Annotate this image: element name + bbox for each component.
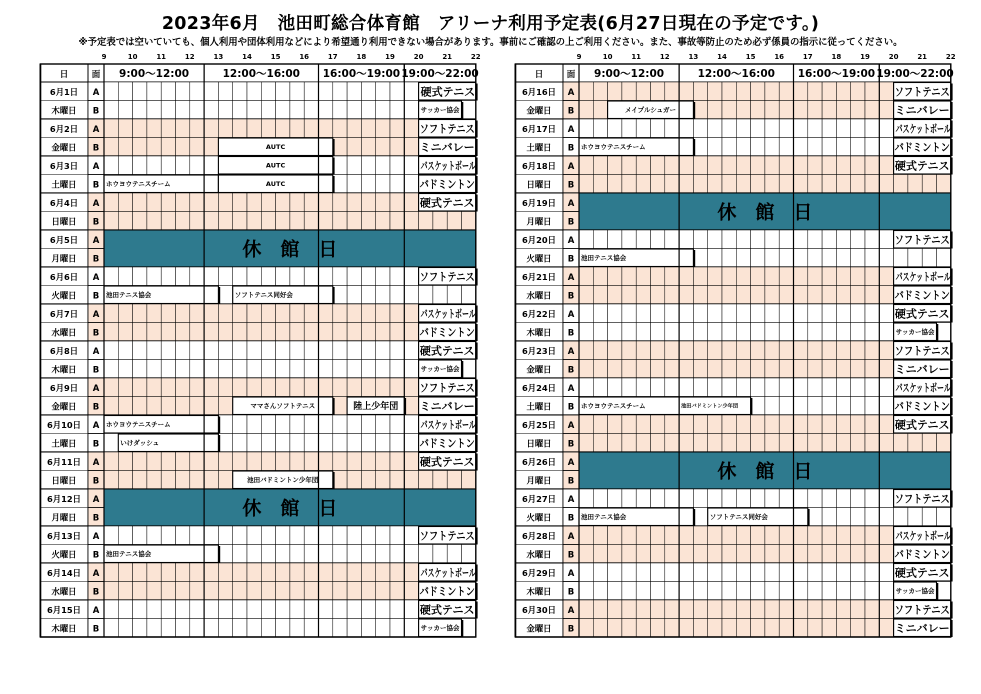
- day-row: [515, 489, 952, 526]
- court-label: A: [92, 272, 100, 283]
- day-date: 6月21日: [522, 271, 556, 282]
- day-row: [515, 563, 952, 600]
- day-row: [515, 156, 952, 193]
- day-date: 6月26日: [522, 456, 556, 467]
- day-weekday: 火曜日: [51, 549, 77, 560]
- day-row: [40, 119, 477, 156]
- court-label: A: [92, 198, 100, 209]
- day-date: 6月3日: [49, 160, 79, 171]
- day-date: 6月1日: [49, 86, 79, 97]
- day-row: [40, 230, 476, 267]
- page-title: 2023年6月 池田町総合体育館 アリーナ利用予定表(6月27日現在の予定です。): [161, 14, 820, 34]
- booking-label: バドミントン: [419, 584, 475, 598]
- court-label: A: [92, 494, 100, 505]
- booking-label: 硬式テニス: [894, 566, 950, 580]
- hour-tick-label: 12: [184, 53, 195, 61]
- header-period-morning: 9:00〜12:00: [594, 68, 665, 80]
- booking-label: ホウヨウテニスチーム: [106, 180, 171, 189]
- hour-tick-label: 9: [576, 53, 582, 61]
- day-row: [515, 526, 952, 563]
- court-label: B: [567, 402, 575, 413]
- hour-tick-label: 22: [470, 53, 481, 61]
- court-label: B: [567, 328, 575, 339]
- day-date: 6月18日: [522, 160, 556, 171]
- booking-label: バスケットボール: [420, 307, 477, 321]
- court-label: B: [567, 365, 575, 376]
- day-weekday: 木曜日: [51, 105, 77, 116]
- schedule-grid: [40, 50, 481, 643]
- day-date: 6月25日: [522, 419, 556, 430]
- hour-tick-label: 11: [156, 53, 167, 61]
- hour-tick-label: 22: [945, 53, 956, 61]
- day-row: [515, 600, 952, 637]
- hour-tick-label: 10: [602, 53, 613, 61]
- day-weekday: 月曜日: [526, 216, 552, 227]
- booking-label: バドミントン: [894, 140, 950, 154]
- hour-tick-label: 15: [745, 53, 756, 61]
- day-date: 6月4日: [49, 197, 79, 208]
- booking-label: 池田テニス協会: [106, 550, 152, 559]
- day-row: [515, 267, 952, 304]
- day-row: [515, 378, 952, 415]
- booking-label: 硬式テニス: [420, 85, 476, 99]
- day-weekday: 月曜日: [51, 512, 77, 523]
- court-label: A: [92, 87, 100, 98]
- schedule-table-right: [515, 50, 956, 643]
- day-row: [515, 304, 952, 341]
- court-label: B: [567, 476, 575, 487]
- court-label: B: [92, 106, 100, 117]
- day-row: [515, 82, 952, 119]
- booking-label: サッカー協会: [420, 624, 460, 633]
- booking-label: バドミントン: [419, 177, 475, 191]
- day-date: 6月17日: [522, 123, 556, 134]
- court-label: B: [92, 439, 100, 450]
- day-weekday: 月曜日: [526, 475, 552, 486]
- day-row: [515, 230, 952, 267]
- day-weekday: 火曜日: [526, 512, 552, 523]
- day-row: [515, 119, 952, 156]
- booking-label: 池田テニス協会: [106, 291, 152, 300]
- court-label: B: [567, 587, 575, 598]
- day-date: 6月7日: [49, 308, 79, 319]
- day-date: 6月29日: [522, 567, 556, 578]
- day-weekday: 金曜日: [526, 623, 552, 634]
- court-label: A: [567, 346, 575, 357]
- day-date: 6月5日: [49, 234, 79, 245]
- header-period-night: 19:00〜22:00: [876, 68, 954, 80]
- booking-label: ホウヨウテニスチーム: [581, 143, 646, 152]
- day-weekday: 日曜日: [526, 179, 552, 190]
- day-date: 6月24日: [522, 382, 556, 393]
- court-label: A: [567, 457, 575, 468]
- booking-label: サッカー協会: [895, 587, 935, 596]
- hour-tick-label: 17: [327, 53, 338, 61]
- booking-label: ホウヨウテニスチーム: [581, 402, 646, 411]
- booking-label: ミニバレー: [419, 399, 475, 413]
- day-row: [40, 267, 477, 304]
- schedule-table-left: [40, 50, 481, 643]
- day-date: 6月8日: [49, 345, 79, 356]
- header-day: 日: [59, 70, 69, 80]
- day-weekday: 水曜日: [51, 586, 77, 597]
- court-label: B: [567, 106, 575, 117]
- booking-label: ソフトテニス: [419, 381, 475, 395]
- booking-label: バドミントン: [894, 399, 950, 413]
- day-weekday: 水曜日: [526, 549, 552, 560]
- court-label: A: [92, 346, 100, 357]
- hour-tick-label: 13: [688, 53, 699, 61]
- court-label: B: [567, 439, 575, 450]
- court-label: B: [92, 476, 100, 487]
- booking-label: ソフトテニス: [894, 603, 950, 617]
- day-date: 6月28日: [522, 530, 556, 541]
- court-label: B: [567, 180, 575, 191]
- booking-label: バドミントン: [419, 325, 475, 339]
- day-date: 6月13日: [47, 530, 81, 541]
- day-date: 6月16日: [522, 86, 556, 97]
- court-label: B: [567, 217, 575, 228]
- day-row: [515, 415, 952, 452]
- booking-label: ミニバレー: [894, 621, 950, 635]
- day-weekday: 水曜日: [51, 327, 77, 338]
- closed-day-label: 休 館 日: [242, 497, 338, 520]
- booking-label: ママさんソフトテニス: [250, 402, 316, 411]
- court-label: A: [92, 161, 100, 172]
- court-label: B: [567, 254, 575, 265]
- header-court: 面: [91, 70, 101, 80]
- day-row: [40, 82, 477, 119]
- day-row: [40, 415, 477, 452]
- header-day: 日: [534, 70, 544, 80]
- day-row: [40, 341, 477, 378]
- booking-label: ソフトテニス: [894, 233, 950, 247]
- court-label: B: [567, 550, 575, 561]
- usage-note: ※予定表では空いていても、個人利用や団体利用などにより希望通り利用できない場合があります。事前にご確認の上ご利用ください。また、事故等防止のため必ず係員の指示に従ってください。: [78, 37, 903, 48]
- booking-label: メイプルシュガー: [624, 106, 677, 115]
- court-label: A: [567, 87, 575, 98]
- day-row: [40, 378, 477, 415]
- day-weekday: 金曜日: [526, 364, 552, 375]
- day-row: [40, 526, 477, 563]
- closed-day-label: 休 館 日: [717, 460, 813, 483]
- hour-tick-label: 16: [774, 53, 785, 61]
- hour-tick-label: 21: [917, 53, 928, 61]
- booking-label: バスケットボール: [895, 529, 952, 543]
- booking-label: ソフトテニス同好会: [234, 291, 293, 300]
- hour-tick-label: 16: [299, 53, 310, 61]
- day-date: 6月19日: [522, 197, 556, 208]
- court-label: B: [92, 217, 100, 228]
- day-date: 6月20日: [522, 234, 556, 245]
- hour-tick-label: 15: [270, 53, 281, 61]
- booking-label: バスケットボール: [420, 159, 477, 173]
- court-label: A: [92, 124, 100, 135]
- booking-label: 硬式テニス: [419, 455, 475, 469]
- day-row: [40, 563, 477, 600]
- court-label: B: [567, 624, 575, 635]
- hour-tick-label: 9: [101, 53, 107, 61]
- booking-label: ソフトテニス: [894, 492, 950, 506]
- hour-tick-label: 20: [413, 53, 424, 61]
- court-label: B: [92, 143, 100, 154]
- booking-label: ソフトテニス: [419, 270, 475, 284]
- hour-tick-label: 18: [356, 53, 367, 61]
- day-weekday: 金曜日: [51, 401, 77, 412]
- header-period-evening: 16:00〜19:00: [322, 68, 401, 80]
- day-weekday: 火曜日: [526, 253, 552, 264]
- booking-label: ミニバレー: [419, 140, 475, 154]
- hour-tick-label: 19: [860, 53, 870, 61]
- header-period-morning: 9:00〜12:00: [119, 68, 190, 80]
- booking-label: バスケットボール: [420, 566, 477, 580]
- day-row: [40, 304, 477, 341]
- closed-day-label: 休 館 日: [242, 238, 338, 261]
- booking-label: AUTC: [265, 161, 286, 170]
- day-weekday: 水曜日: [526, 290, 552, 301]
- court-label: A: [567, 605, 575, 616]
- court-label: A: [92, 531, 100, 542]
- court-label: B: [92, 624, 100, 635]
- court-label: A: [567, 531, 575, 542]
- hour-tick-label: 20: [888, 53, 899, 61]
- hour-tick-label: 12: [659, 53, 670, 61]
- booking-label: いけダッシュ: [120, 439, 160, 448]
- day-date: 6月15日: [47, 604, 81, 615]
- day-row: [515, 452, 951, 489]
- header-period-night: 19:00〜22:00: [401, 68, 479, 80]
- court-label: B: [92, 328, 100, 339]
- day-weekday: 土曜日: [526, 401, 552, 412]
- booking-label: バスケットボール: [895, 381, 952, 395]
- booking-label: 硬式テニス: [894, 159, 950, 173]
- booking-label: バスケットボール: [895, 122, 952, 136]
- day-date: 6月14日: [47, 567, 81, 578]
- hour-tick-label: 14: [717, 53, 727, 61]
- booking-label: バドミントン: [894, 288, 950, 302]
- booking-label: バドミントン: [894, 547, 950, 561]
- booking-label: バスケットボール: [420, 418, 477, 432]
- day-date: 6月27日: [522, 493, 556, 504]
- hour-tick-label: 13: [213, 53, 224, 61]
- booking-label: サッカー協会: [420, 106, 460, 115]
- booking-label: 池田バドミントン少年団: [681, 403, 739, 410]
- booking-label: ミニバレー: [894, 362, 950, 376]
- day-weekday: 木曜日: [51, 364, 77, 375]
- day-row: [40, 489, 476, 526]
- day-row: [40, 156, 477, 193]
- booking-label: 硬式テニス: [419, 603, 475, 617]
- court-label: A: [567, 383, 575, 394]
- court-label: A: [92, 457, 100, 468]
- court-label: A: [567, 198, 575, 209]
- court-label: B: [92, 365, 100, 376]
- booking-label: ソフトテニス: [419, 122, 475, 136]
- booking-label: 池田バドミントン少年団: [247, 476, 319, 485]
- hour-tick-label: 11: [631, 53, 642, 61]
- day-date: 6月10日: [47, 419, 81, 430]
- booking-label: ソフトテニス: [894, 344, 950, 358]
- court-label: A: [567, 124, 575, 135]
- day-weekday: 木曜日: [526, 327, 552, 338]
- court-label: B: [92, 550, 100, 561]
- hour-tick-label: 14: [242, 53, 252, 61]
- court-label: A: [567, 568, 575, 579]
- day-weekday: 金曜日: [51, 142, 77, 153]
- day-date: 6月22日: [522, 308, 556, 319]
- booking-label: 池田テニス協会: [581, 254, 627, 263]
- court-label: B: [92, 180, 100, 191]
- court-label: A: [92, 420, 100, 431]
- hour-tick-label: 17: [802, 53, 813, 61]
- booking-label: ソフトテニス同好会: [709, 513, 768, 522]
- day-row: [515, 341, 952, 378]
- day-date: 6月12日: [47, 493, 81, 504]
- day-date: 6月6日: [49, 271, 79, 282]
- court-label: B: [92, 513, 100, 524]
- booking-label: ホウヨウテニスチーム: [106, 420, 171, 429]
- court-label: A: [567, 309, 575, 320]
- day-weekday: 土曜日: [51, 179, 77, 190]
- day-date: 6月23日: [522, 345, 556, 356]
- court-label: B: [92, 291, 100, 302]
- day-date: 6月11日: [47, 456, 81, 467]
- court-label: A: [567, 420, 575, 431]
- booking-label: 硬式テニス: [419, 196, 475, 210]
- booking-label: AUTC: [265, 143, 286, 152]
- court-label: B: [92, 402, 100, 413]
- day-date: 6月2日: [49, 123, 79, 134]
- hour-tick-label: 19: [385, 53, 395, 61]
- court-label: A: [92, 309, 100, 320]
- hour-tick-label: 21: [442, 53, 453, 61]
- court-label: A: [92, 235, 100, 246]
- hour-tick-label: 10: [127, 53, 138, 61]
- booking-label: 池田テニス協会: [581, 513, 627, 522]
- day-weekday: 月曜日: [51, 253, 77, 264]
- court-label: A: [567, 272, 575, 283]
- day-weekday: 金曜日: [526, 105, 552, 116]
- court-label: A: [92, 568, 100, 579]
- booking-label: AUTC: [265, 180, 286, 189]
- day-row: [40, 452, 477, 489]
- court-label: B: [92, 587, 100, 598]
- booking-label: サッカー協会: [895, 328, 935, 337]
- day-weekday: 日曜日: [51, 475, 77, 486]
- day-weekday: 日曜日: [526, 438, 552, 449]
- booking-label: ミニバレー: [894, 103, 950, 117]
- booking-label: 硬式テニス: [894, 307, 950, 321]
- day-date: 6月9日: [49, 382, 79, 393]
- header-period-afternoon: 12:00〜16:00: [222, 68, 300, 80]
- day-weekday: 土曜日: [51, 438, 77, 449]
- day-weekday: 木曜日: [526, 586, 552, 597]
- hour-tick-label: 18: [831, 53, 842, 61]
- court-label: A: [92, 383, 100, 394]
- closed-day-label: 休 館 日: [717, 201, 813, 224]
- booking-label: ソフトテニス: [894, 85, 950, 99]
- court-label: B: [92, 254, 100, 265]
- day-row: [515, 193, 951, 230]
- booking-label: 陸上少年団: [353, 402, 399, 413]
- day-weekday: 火曜日: [51, 290, 77, 301]
- court-label: B: [567, 143, 575, 154]
- day-weekday: 土曜日: [526, 142, 552, 153]
- booking-label: 硬式テニス: [894, 418, 950, 432]
- court-label: A: [567, 161, 575, 172]
- schedule-grid: [515, 50, 956, 643]
- header-period-afternoon: 12:00〜16:00: [697, 68, 775, 80]
- court-label: A: [567, 494, 575, 505]
- day-weekday: 木曜日: [51, 623, 77, 634]
- header-period-evening: 16:00〜19:00: [797, 68, 876, 80]
- court-label: B: [567, 513, 575, 524]
- day-date: 6月30日: [522, 604, 556, 615]
- court-label: A: [567, 235, 575, 246]
- day-row: [40, 600, 477, 637]
- booking-label: サッカー協会: [420, 365, 460, 374]
- header-court: 面: [566, 70, 576, 80]
- court-label: A: [92, 605, 100, 616]
- booking-label: ソフトテニス: [419, 529, 475, 543]
- day-weekday: 日曜日: [51, 216, 77, 227]
- court-label: B: [567, 291, 575, 302]
- booking-label: バスケットボール: [895, 270, 952, 284]
- booking-label: バドミントン: [419, 436, 475, 450]
- day-row: [40, 193, 477, 230]
- booking-label: 硬式テニス: [419, 344, 475, 358]
